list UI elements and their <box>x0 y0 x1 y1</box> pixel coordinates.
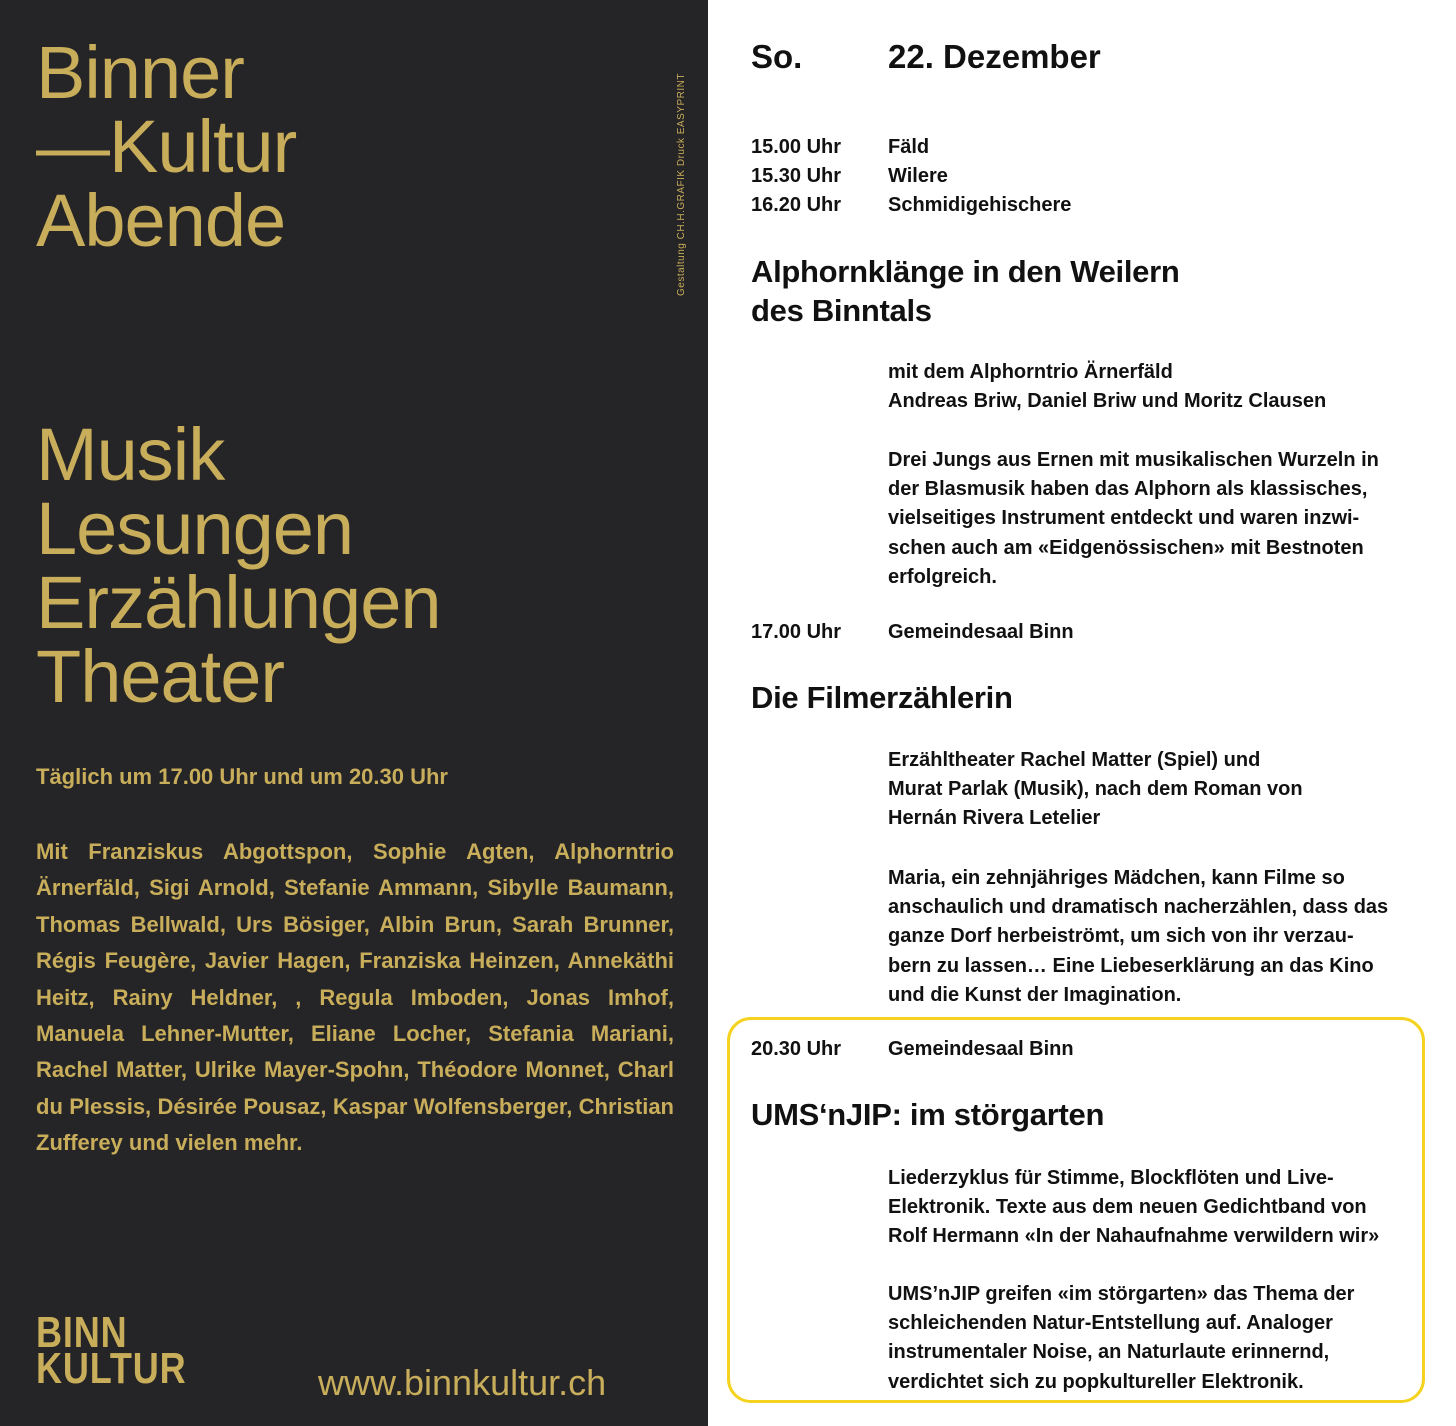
event-time: 17.00 Uhr <box>751 621 842 643</box>
category-item: Musik <box>36 413 225 496</box>
title-line: Binner <box>36 31 244 114</box>
text-line: UMS’nJIP greifen «im störgarten» das Thema der <box>888 1283 1355 1305</box>
text-line: erfolgreich. <box>888 565 997 588</box>
event-performers <box>888 358 1408 416</box>
day-label: So. <box>751 38 803 75</box>
participants-text: Mit Franziskus Abgottspon, Sophie Agten, Alphorntrio Ärnerfäld, Sigi Arnold, Stefanie Ammann, Sibylle Baumann, Thomas Bellwald, Urs Bösiger, Albin Brun, Sarah Brunner, Régis Feugère, Javier Hagen, Franziska Heinzen, Annekäthi Heitz, Rainy Heldner, , Regula Imboden, Jonas Imhof, Manuela Lehner-Mutter, Eliane Locher, Stefania Mariani, Rachel Matter, Ulrike Mayer-Spohn, Théodore Monnet, Charl du Plessis, Désirée Pousaz, Kaspar Wolfensberger, Christian Zufferey und vielen mehr. <box>36 839 674 1156</box>
right-panel <box>708 0 1456 1426</box>
text-line: Drei Jungs aus Ernen mit musikalischen Wurzeln in <box>888 449 1379 471</box>
event-time: 20.30 Uhr <box>751 1038 842 1060</box>
title-line: Abende <box>36 179 286 262</box>
schedule-row <box>708 136 1408 165</box>
text-line: verdichtet sich zu popkultureller Elektronik. <box>888 1370 1304 1393</box>
schedule-place: Wilere <box>888 165 948 187</box>
text-line: Erzähltheater Rachel Matter (Spiel) und <box>888 749 1261 771</box>
text-line: Liederzyklus für Stimme, Blockflöten und Live- <box>888 1167 1334 1189</box>
event-time-row <box>708 1038 1408 1067</box>
text-line: mit dem Alphorntrio Ärnerfäld <box>888 361 1173 383</box>
event-description <box>888 864 1408 1010</box>
text-line: Murat Parlak (Musik), nach dem Roman von <box>888 778 1303 801</box>
poster-title <box>36 31 297 262</box>
event-title-line: Alphornklänge in den Weilern <box>751 254 1180 289</box>
schedule-row <box>708 194 1408 223</box>
binnkultur-logo <box>36 1308 187 1393</box>
event-time-row <box>708 621 1408 650</box>
schedule-time: 15.30 Uhr <box>751 165 842 187</box>
schedule-place: Schmidigehischere <box>888 194 1072 216</box>
left-panel <box>0 0 708 1426</box>
text-line: ganze Dorf herbeiströmt, um sich von ihr verzau- <box>888 925 1354 948</box>
schedule-time: 16.20 Uhr <box>751 194 842 216</box>
logo-line: BINN <box>36 1308 128 1357</box>
category-item: Lesungen <box>36 487 354 570</box>
event-place: Gemeindesaal Binn <box>888 621 1074 643</box>
text-line: schen auch am «Eidgenössischen» mit Bestnoten <box>888 536 1364 559</box>
category-item: Erzählungen <box>36 561 441 644</box>
website-link[interactable]: www.binnkultur.ch <box>318 1362 607 1403</box>
text-line: schleichenden Natur-Entstellung auf. Analoger <box>888 1312 1333 1335</box>
text-line: Maria, ein zehnjähriges Mädchen, kann Filme so <box>888 867 1345 889</box>
event-description <box>888 446 1408 592</box>
logo-line: KULTUR <box>36 1344 187 1393</box>
date-label: 22. Dezember <box>888 38 1101 75</box>
text-line: Rolf Hermann «In der Nahaufnahme verwildern wir» <box>888 1225 1380 1248</box>
event-performers <box>888 746 1408 834</box>
text-line: und die Kunst der Imagination. <box>888 983 1182 1006</box>
text-line: Hernán Rivera Letelier <box>888 807 1101 830</box>
event-performers <box>888 1164 1408 1252</box>
text-line: anschaulich und dramatisch nacherzählen, dass das <box>888 896 1389 919</box>
credits-vertical: Gestaltung CH.H.GRAFIK Druck EASYPRINT <box>676 73 687 296</box>
event-place: Gemeindesaal Binn <box>888 1038 1074 1060</box>
category-list <box>36 413 441 718</box>
event-description <box>888 1280 1408 1397</box>
text-line: Elektronik. Texte aus dem neuen Gedichtband von <box>888 1196 1367 1219</box>
event-title <box>751 252 1180 330</box>
text-line: instrumentaler Noise, an Naturlaute erinnernd, <box>888 1341 1330 1364</box>
daily-schedule-text: Täglich um 17.00 Uhr und um 20.30 Uhr <box>36 764 448 789</box>
text-line: Andreas Briw, Daniel Briw und Moritz Clausen <box>888 390 1327 413</box>
event-title-line: des Binntals <box>751 293 932 328</box>
schedule-place: Fäld <box>888 136 930 158</box>
title-line: —Kultur <box>36 105 297 188</box>
category-item: Theater <box>36 635 285 718</box>
text-line: vielseitiges Instrument entdeckt und waren inzwi- <box>888 507 1360 530</box>
event-title: Die Filmerzählerin <box>751 680 1013 715</box>
text-line: der Blasmusik haben das Alphorn als klassisches, <box>888 478 1368 501</box>
text-line: bern zu lassen… Eine Liebeserklärung an das Kino <box>888 954 1374 977</box>
event-title: UMS‘nJIP: im störgarten <box>751 1097 1105 1132</box>
schedule-time: 15.00 Uhr <box>751 136 842 158</box>
schedule-row <box>708 165 1408 194</box>
